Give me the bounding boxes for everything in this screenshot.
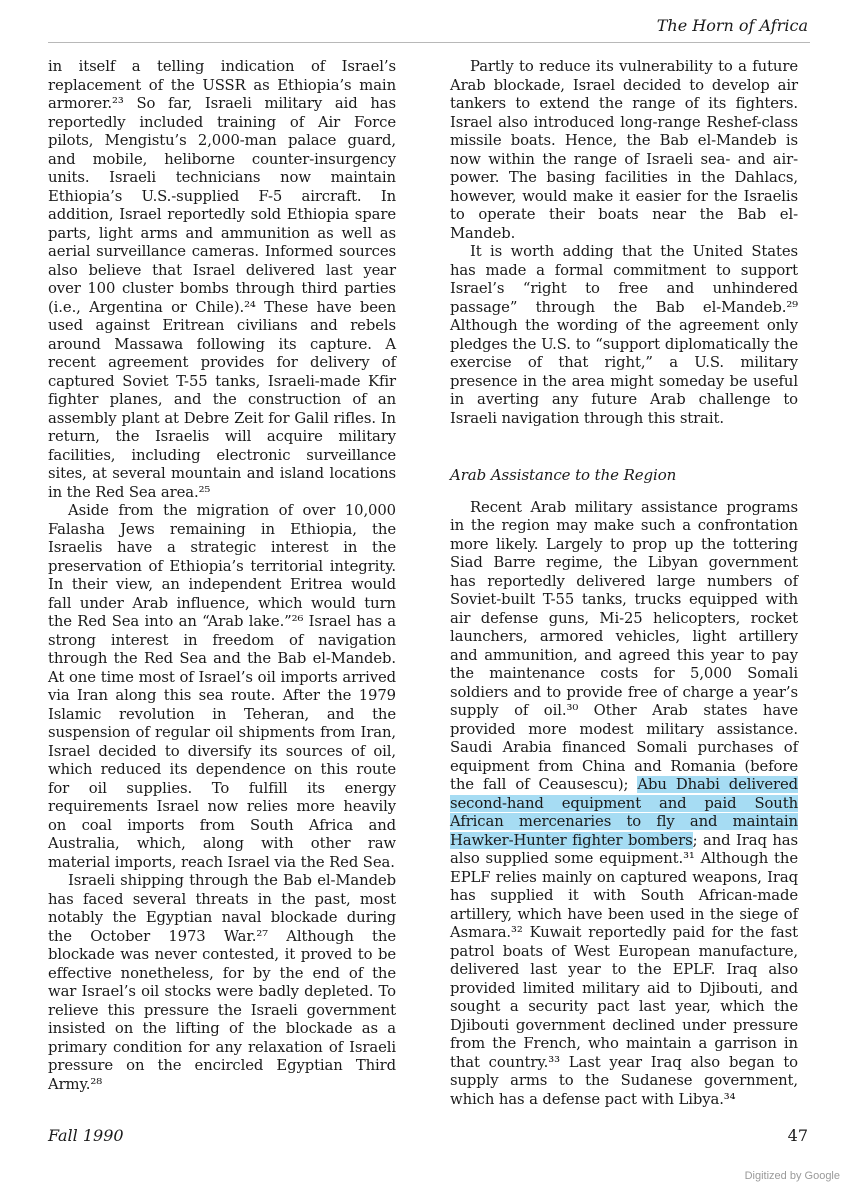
left-column (48, 58, 396, 1094)
text-after-highlight: ; and Iraq has also supplied some equipment.³¹ Although the EPLF relies mainly on captured weapons, Iraq has supplied it with South African-made artillery, which have been used in the siege of Asmara.³² Kuwait reportedly paid for the fast patrol boats of West European manufacture, delivered last year to the EPLF. Iraq also provided limited military aid to Djibouti, and sought a security pact last year, which the Djibouti government declined under pressure from the French, who maintain a garrison in that country.³³ Last year Iraq also began to supply arms to the Sudanese government, which has a defense pact with Libya.³⁴ (450, 831, 798, 1108)
section-heading: Arab Assistance to the Region (450, 466, 677, 484)
right-column (450, 58, 798, 1109)
running-title: The Horn of Africa (656, 16, 808, 35)
paragraph: in itself a telling indication of Israel’s replacement of the USSR as Ethiopia’s main armorer.²³ So far, Israeli military aid has reportedly included training of Air Force pilots, Mengistu’s 2,000-man palace guard, and mobile, heliborne counter-insurgency units. Israeli technicians now maintain Ethiopia’s U.S.-supplied F-5 aircraft. In addition, Israel reportedly sold Ethiopia spare parts, light arms and ammunition as well as aerial surveillance cameras. Informed sources also believe that Israel delivered last year over 100 cluster bombs through third parties (i.e., Argentina or Chile).²⁴ These have been used against Eritrean civilians and rebels around Massawa following its capture. A recent agreement provides for delivery of captured Soviet T-55 tanks, Israeli-made Kfir fighter planes, and the construction of an assembly plant at Debre Zeit for Galil rifles. In return, the Israelis will acquire military facilities, including electronic surveillance sites, at several mountain and island locations in the Red Sea area.²⁵ (48, 58, 396, 501)
paragraph: Israeli shipping through the Bab el-Mandeb has faced several threats in the past, most notably the Egyptian naval blockade during the October 1973 War.²⁷ Although the blockade was never contested, it proved to be effective nonetheless, for by the end of the war Israel’s oil stocks were badly depleted. To relieve this pressure the Israeli government insisted on the lifting of the blockade as a primary condition for any relaxation of Israeli pressure on the encircled Egyptian Third Army.²⁸ (48, 872, 396, 1093)
text-before-highlight: Recent Arab military assistance programs in the region may make such a confrontation more likely. Largely to prop up the tottering Siad Barre regime, the Libyan government has reportedly delivered large numbers of Soviet-built T-55 tanks, trucks equipped with air defense guns, Mi-25 helicopters, rocket launchers, armored vehicles, light artillery and ammunition, and agreed this year to pay the maintenance costs for 5,000 Somali soldiers and to provide free of charge a year’s supply of oil.³⁰ Other Arab states have provided more modest military assistance. Saudi Arabia financed Somali purchases of equipment from China and Romania (before the fall of Ceausescu); (450, 498, 798, 793)
paragraph: Partly to reduce its vulnerability to a future Arab blockade, Israel decided to develop air tankers to extend the range of its fighters. Israel also introduced long-range Reshef-class missile boats. Hence, the Bab el-Mandeb is now within the range of Israeli sea- and air-power. The basing facilities in the Dahlacs, however, would make it easier for the Israelis to operate their boats near the Bab el-Mandeb. (450, 58, 798, 242)
digitized-watermark: Digitized by Google (744, 1170, 840, 1182)
header-divider (48, 42, 810, 43)
paragraph: Aside from the migration of over 10,000 Falasha Jews remaining in Ethiopia, the Israelis have a strategic interest in the preservation of Ethiopia’s territorial integrity. In their view, an independent Eritrea would fall under Arab influence, which would turn the Red Sea into an “Arab lake.”²⁶ Israel has a strong interest in freedom of navigation through the Red Sea and the Bab el-Mandeb. At one time most of Israel’s oil imports arrived via Iran along this sea route. After the 1979 Islamic revolution in Teheran, and the suspension of regular oil shipments from Iran, Israel decided to diversify its sources of oil, which reduced its dependence on this route for oil supplies. To fulfill its energy requirements Israel now relies more heavily on coal imports from South Africa and Australia, which, along with other raw material imports, reach Israel via the Red Sea. (48, 502, 396, 871)
highlighted-text: Abu Dhabi delivered second-hand equipment and paid South African mercenaries to fly and maintain Hawker-Hunter fighter bombers (450, 776, 798, 849)
paragraph-arab-assistance (450, 499, 798, 1110)
paragraph: It is worth adding that the United States has made a formal commitment to support Israel’s “right to free and unhindered passage” through the Bab el-Mandeb.²⁹ Although the wording of the agreement only pledges the U.S. to “support diplomatically the exercise of that right,” a U.S. military presence in the area might someday be useful in averting any future Arab challenge to Israeli navigation through this strait. (450, 243, 798, 427)
page-number: 47 (787, 1126, 808, 1145)
issue-label: Fall 1990 (48, 1126, 124, 1145)
